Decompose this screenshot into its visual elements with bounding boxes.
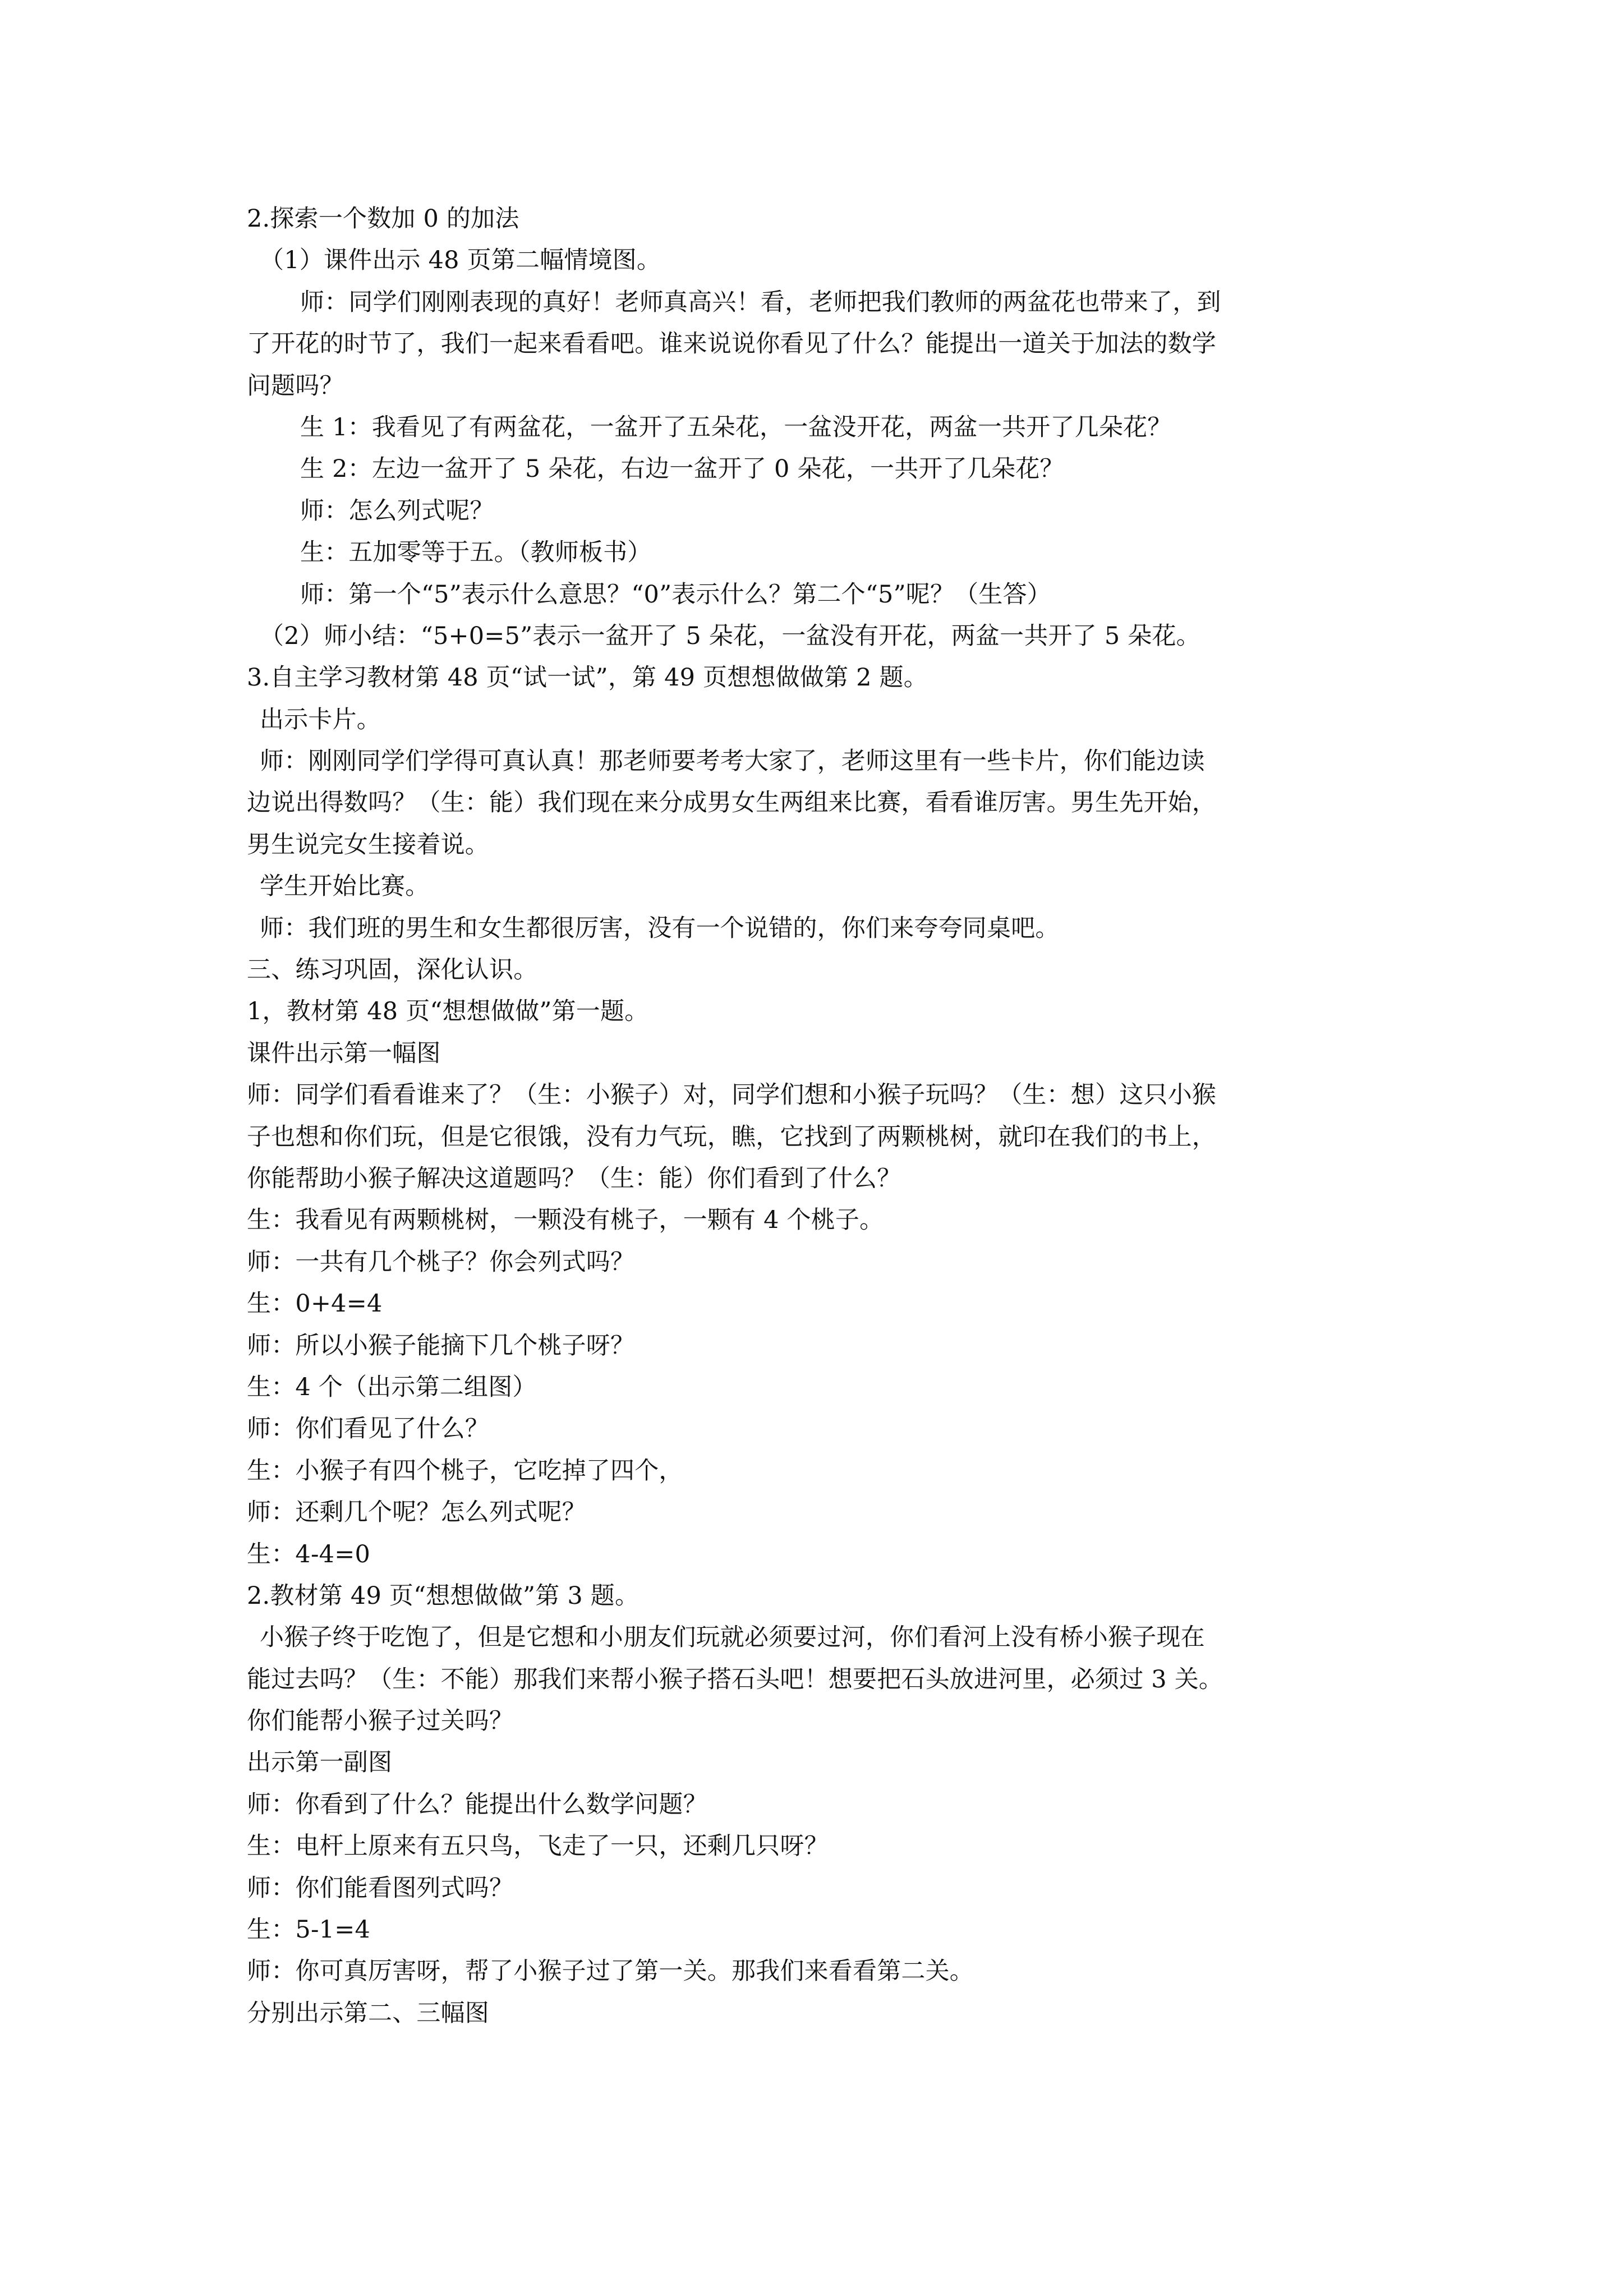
text-line: 师：所以小猴子能摘下几个桃子呀？ <box>247 1331 635 1360</box>
text-line: （2）师小结：“5+0=5”表示一盆开了 5 朵花，一盆没有开花，两盆一共开了 5 朵花。 <box>260 622 1200 650</box>
text-line: 1，教材第 48 页“想想做做”第一题。 <box>247 997 649 1026</box>
text-line: 师：第一个“5”表示什么意思？“0”表示什么？第二个“5”呢？（生答） <box>300 580 1051 609</box>
text-line: 你们能帮小猴子过关吗？ <box>247 1707 514 1736</box>
text-line: 3.自主学习教材第 48 页“试一试”，第 49 页想想做做第 2 题。 <box>247 664 928 692</box>
text-line: 生：4-4=0 <box>247 1540 371 1568</box>
text-line: 师：你们看见了什么？ <box>247 1415 489 1443</box>
text-line: 学生开始比赛。 <box>260 872 430 901</box>
text-line: 男生说完女生接着说。 <box>247 830 489 859</box>
text-line: 师：同学们刚刚表现的真好！老师真高兴！看，老师把我们教师的两盆花也带来了，到 <box>300 288 1221 316</box>
text-line: 师：刚刚同学们学得可真认真！那老师要考考大家了，老师这里有一些卡片，你们能边读 <box>260 747 1205 776</box>
text-line: 你能帮助小猴子解决这道题吗？（生：能）你们看到了什么？ <box>247 1164 901 1193</box>
text-line: 出示第一副图 <box>247 1749 393 1777</box>
text-line: 师：你看到了什么？能提出什么数学问题？ <box>247 1790 707 1819</box>
document-body <box>247 202 1391 2038</box>
text-line: 子也想和你们玩，但是它很饿，没有力气玩，瞧，它找到了两颗桃树，就印在我们的书上， <box>247 1122 1216 1151</box>
text-line: 2.探索一个数加 0 的加法 <box>247 205 519 233</box>
text-line: 生：4 个（出示第二组图） <box>247 1373 537 1401</box>
text-line: 问题吗？ <box>247 371 344 400</box>
text-line: 能过去吗？（生：不能）那我们来帮小猴子搭石头吧！想要把石头放进河里，必须过 3 关。 <box>247 1665 1223 1694</box>
text-line: 生：小猴子有四个桃子，它吃掉了四个， <box>247 1456 683 1485</box>
text-line: 生：我看见有两颗桃树，一颗没有桃子，一颗有 4 个桃子。 <box>247 1206 884 1235</box>
text-line: 生：5-1=4 <box>247 1916 371 1944</box>
text-line: 2.教材第 49 页“想想做做”第 3 题。 <box>247 1581 640 1610</box>
text-line: 生 2：左边一盆开了 5 朵花，右边一盆开了 0 朵花，一共开了几朵花？ <box>300 455 1064 484</box>
text-line: 生：电杆上原来有五只鸟，飞走了一只，还剩几只呀？ <box>247 1832 829 1861</box>
text-line: 课件出示第一幅图 <box>247 1039 441 1068</box>
text-line: 出示卡片。 <box>260 705 381 734</box>
text-line: 师：你们能看图列式吗？ <box>247 1874 514 1902</box>
text-line: 师：我们班的男生和女生都很厉害，没有一个说错的，你们来夸夸同桌吧。 <box>260 914 1060 942</box>
text-line: 三、练习巩固，深化认识。 <box>247 956 538 984</box>
text-line: 生：五加零等于五。（教师板书） <box>300 539 652 567</box>
text-line: 生：0+4=4 <box>247 1290 383 1318</box>
text-line: 师：一共有几个桃子？你会列式吗？ <box>247 1248 635 1276</box>
text-line: 生 1：我看见了有两盆花，一盆开了五朵花，一盆没开花，两盆一共开了几朵花？ <box>300 413 1172 441</box>
text-line: （1）课件出示 48 页第二幅情境图。 <box>260 246 661 275</box>
text-line: 师：还剩几个呢？怎么列式呢？ <box>247 1498 586 1527</box>
text-line: 师：同学们看看谁来了？（生：小猴子）对，同学们想和小猴子玩吗？（生：想）这只小猴 <box>247 1081 1216 1110</box>
text-line: 分别出示第二、三幅图 <box>247 1999 489 2027</box>
text-line: 师：你可真厉害呀，帮了小猴子过了第一关。那我们来看看第二关。 <box>247 1957 974 1986</box>
text-line: 师：怎么列式呢？ <box>300 496 494 525</box>
text-line: 小猴子终于吃饱了，但是它想和小朋友们玩就必须要过河，你们看河上没有桥小猴子现在 <box>260 1623 1205 1652</box>
text-line: 了开花的时节了，我们一起来看看吧。谁来说说你看见了什么？能提出一道关于加法的数学 <box>247 330 1216 358</box>
text-line: 边说出得数吗？（生：能）我们现在来分成男女生两组来比赛，看看谁厉害。男生先开始， <box>247 789 1216 817</box>
